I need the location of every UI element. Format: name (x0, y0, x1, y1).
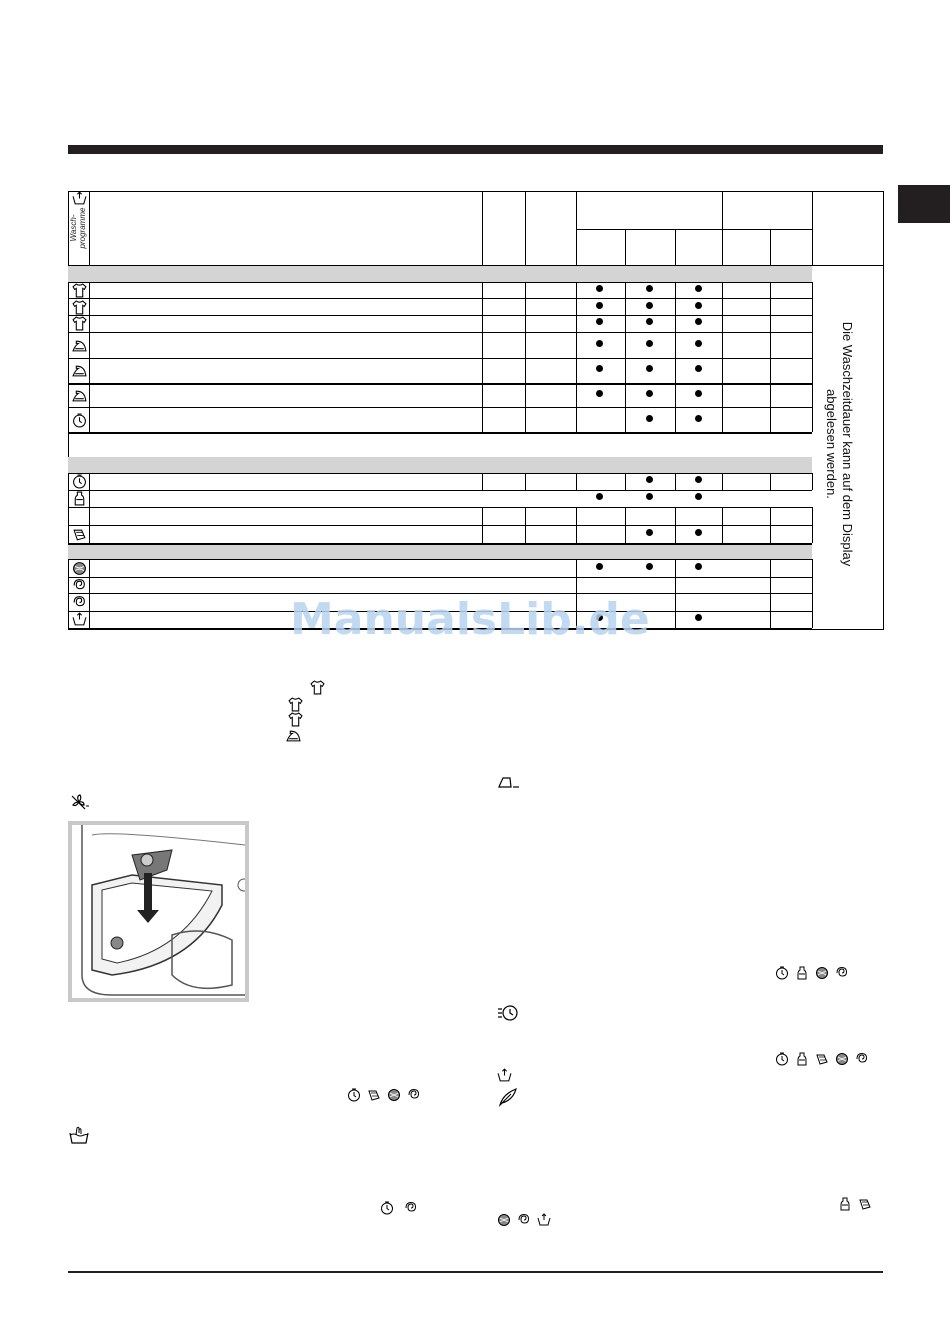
table-rule (68, 191, 69, 630)
duration-note (824, 309, 854, 579)
iron-flat-icon (497, 770, 519, 792)
fan-off-icon (68, 792, 90, 814)
availability-dot (646, 285, 653, 292)
table-rule (68, 407, 812, 408)
quick-wash-icon (72, 474, 87, 489)
availability-dot (646, 340, 653, 347)
program-table (68, 191, 884, 629)
table-rule (89, 282, 90, 432)
table-rule (68, 490, 812, 491)
availability-dot (695, 415, 702, 422)
quick-wash-icon (347, 1088, 361, 1102)
table-rule (770, 229, 771, 265)
table-rule (675, 473, 676, 490)
availability-dot (646, 365, 653, 372)
spin-icon (835, 966, 849, 980)
table-rule (89, 473, 90, 490)
table-rule (89, 507, 90, 543)
program-column-header: Wasch- programme (69, 207, 87, 249)
table-rule (68, 332, 812, 333)
table-rule (675, 507, 676, 543)
availability-dot (646, 529, 653, 536)
section-tab (898, 185, 950, 223)
availability-dot (596, 493, 603, 500)
quick-wash-icon (72, 413, 87, 428)
availability-dot (695, 614, 702, 621)
table-rule (482, 507, 483, 543)
timer-icon (497, 1002, 519, 1024)
table-rule (525, 191, 526, 265)
table-rule (482, 473, 483, 490)
table-rule (482, 282, 483, 432)
table-rule (576, 191, 577, 265)
silk-icon (72, 527, 87, 542)
table-rule (89, 559, 90, 628)
table-rule (625, 282, 626, 432)
availability-dot (596, 563, 603, 570)
rinse-icon (72, 612, 87, 627)
table-rule (675, 229, 676, 265)
shirt-icon (72, 300, 87, 315)
table-rule (68, 315, 812, 316)
table-rule (68, 282, 812, 283)
iron-icon (72, 388, 87, 403)
table-rule (722, 507, 723, 543)
section-band (68, 543, 812, 559)
availability-dot (646, 302, 653, 309)
table-rule (525, 473, 526, 490)
iron-icon (286, 728, 301, 743)
table-rule (525, 507, 526, 543)
bottle-icon (838, 1197, 852, 1211)
table-rule (722, 473, 723, 490)
availability-dot (646, 563, 653, 570)
spin-icon (72, 595, 87, 610)
availability-dot (646, 493, 653, 500)
table-rule (675, 282, 676, 432)
duration-note-line1: Die Waschzeitdauer kann auf dem Display (840, 321, 855, 567)
feather-icon (497, 1086, 519, 1108)
wool-icon (835, 1052, 849, 1066)
availability-dot (596, 302, 603, 309)
spin-icon (407, 1088, 421, 1102)
bottle-icon (795, 966, 809, 980)
wool-icon (387, 1088, 401, 1102)
bottom-rule (68, 1271, 883, 1273)
table-rule (576, 229, 812, 230)
spin-icon (404, 1201, 418, 1215)
top-rule (68, 145, 883, 154)
table-rule (89, 490, 90, 507)
quick-wash-icon (775, 966, 789, 980)
shirt-icon (288, 712, 303, 727)
shirt-icon (72, 283, 87, 298)
iron-icon (72, 338, 87, 353)
shirt-icon (72, 316, 87, 331)
availability-dot (695, 476, 702, 483)
duration-note-line2: abgelesen werden. (824, 389, 839, 499)
availability-dot (596, 390, 603, 397)
table-rule (812, 507, 813, 543)
wool-icon (815, 966, 829, 980)
availability-dot (646, 318, 653, 325)
rinse-icon (72, 191, 87, 206)
handwash-icon (68, 1125, 90, 1147)
availability-dot (596, 285, 603, 292)
table-rule (68, 298, 812, 299)
availability-dot (695, 365, 702, 372)
availability-dot (695, 563, 702, 570)
table-rule (68, 383, 812, 385)
wool-icon (497, 1213, 511, 1227)
table-rule (770, 473, 771, 490)
silk-icon (815, 1052, 829, 1066)
availability-dot (695, 318, 702, 325)
spin-icon (517, 1213, 531, 1227)
quick-wash-icon (380, 1201, 394, 1215)
table-rule (770, 282, 771, 432)
table-rule (625, 507, 626, 543)
wool-icon (72, 561, 87, 576)
availability-dot (695, 340, 702, 347)
spin-icon (855, 1052, 869, 1066)
table-rule (68, 577, 812, 578)
silk-icon (858, 1197, 872, 1211)
table-rule (68, 473, 812, 474)
availability-dot (646, 476, 653, 483)
section-band (68, 457, 812, 473)
table-rule (68, 191, 884, 192)
availability-dot (695, 390, 702, 397)
table-rule (576, 507, 577, 543)
availability-dot (695, 302, 702, 309)
availability-dot (646, 415, 653, 422)
availability-dot (596, 365, 603, 372)
table-rule (625, 229, 626, 265)
quick-wash-icon (775, 1052, 789, 1066)
table-rule (770, 559, 771, 628)
table-rule (68, 543, 812, 545)
watermark: ManualsLib.de (290, 594, 650, 645)
table-rule (68, 525, 812, 526)
rinse-icon (497, 1068, 512, 1083)
table-rule (770, 507, 771, 543)
shirt-icon (288, 697, 303, 712)
table-rule (68, 358, 812, 359)
availability-dot (646, 390, 653, 397)
table-rule (625, 473, 626, 490)
table-rule (576, 282, 577, 432)
table-rule (812, 191, 813, 265)
bottle-icon (795, 1052, 809, 1066)
table-rule (68, 507, 812, 508)
table-rule (89, 191, 90, 265)
table-rule (812, 559, 813, 628)
table-rule (722, 282, 723, 432)
table-rule (525, 282, 526, 432)
rinse-icon (537, 1213, 551, 1227)
detergent-drawer-illustration (68, 821, 249, 1002)
table-rule (883, 191, 884, 630)
table-rule (68, 432, 812, 434)
silk-icon (367, 1088, 381, 1102)
table-rule (482, 191, 483, 265)
table-rule (722, 191, 723, 265)
spin-icon (72, 578, 87, 593)
shirt-icon (310, 680, 325, 695)
table-rule (812, 473, 813, 490)
table-rule (576, 473, 577, 490)
availability-dot (695, 493, 702, 500)
availability-dot (695, 529, 702, 536)
bottle-icon (72, 491, 87, 506)
availability-dot (596, 340, 603, 347)
table-rule (675, 559, 676, 628)
iron-icon (72, 363, 87, 378)
availability-dot (695, 285, 702, 292)
table-rule (812, 282, 813, 432)
availability-dot (596, 318, 603, 325)
table-rule (68, 559, 812, 560)
section-band (68, 266, 812, 282)
